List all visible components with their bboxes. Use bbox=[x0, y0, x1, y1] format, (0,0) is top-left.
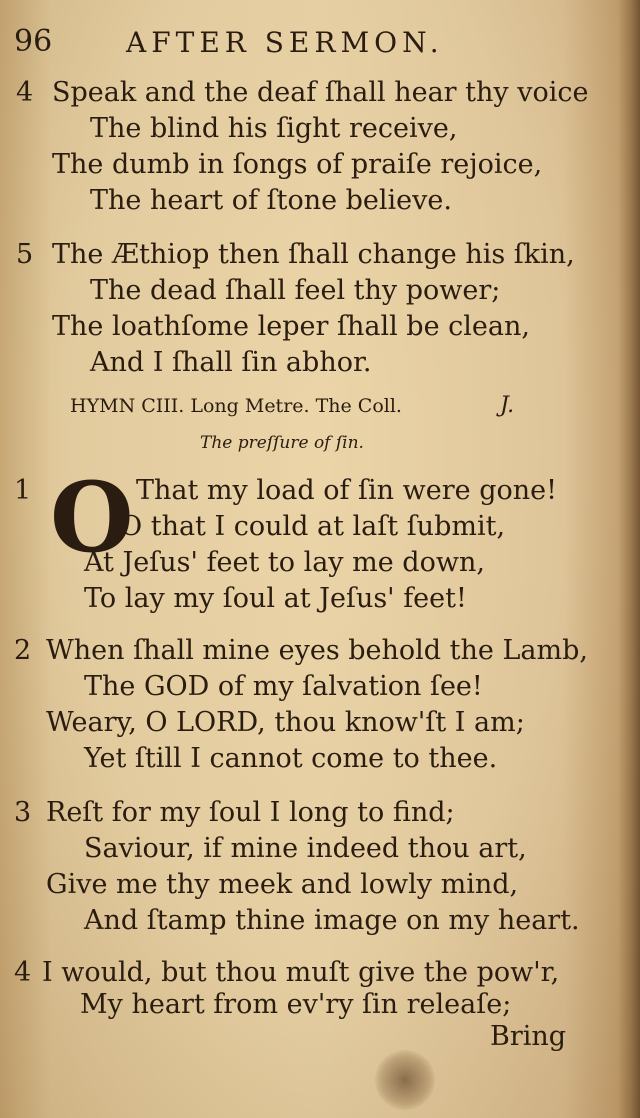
hymn-subtitle: The preſſure of ſin. bbox=[200, 433, 364, 453]
verse-number: 5 bbox=[16, 239, 34, 270]
verse-line: Reſt for my ſoul I long to find; bbox=[46, 797, 455, 828]
hymn-heading bbox=[70, 395, 540, 425]
verse-line: Saviour, if mine indeed thou art, bbox=[84, 833, 527, 864]
page-edge-shadow bbox=[618, 0, 640, 1118]
verse-line: The GOD of my ſalvation ſee! bbox=[84, 671, 483, 702]
verse-line: And ſtamp thine image on my heart. bbox=[84, 905, 580, 936]
verse-line: O that I could at laſt ſubmit, bbox=[120, 511, 506, 542]
verse-number: 4 bbox=[14, 957, 32, 988]
verse-line: Give me thy meek and lowly mind, bbox=[46, 869, 519, 900]
verse-number: 3 bbox=[14, 797, 32, 828]
verse-line: Weary, O LORD, thou know'ſt I am; bbox=[46, 707, 525, 738]
verse-number: 1 bbox=[14, 475, 32, 506]
page-header bbox=[14, 24, 620, 64]
verse-line: The blind his ſight receive, bbox=[90, 113, 458, 144]
catchword: Bring bbox=[490, 1021, 567, 1052]
verse-line: The dead ſhall feel thy power; bbox=[90, 275, 501, 306]
verse-line: The heart of ſtone believe. bbox=[90, 185, 452, 216]
verse-number: 4 bbox=[16, 77, 34, 108]
verse-line: That my load of ſin were gone! bbox=[136, 475, 557, 506]
verse-line: The loathſome leper ſhall be clean, bbox=[52, 311, 530, 342]
verse-number: 2 bbox=[14, 635, 32, 666]
verse-line: And I ſhall ſin abhor. bbox=[90, 347, 372, 378]
ink-stain bbox=[375, 1050, 435, 1110]
verse-line: Speak and the deaf ſhall hear thy voice bbox=[52, 77, 589, 108]
verse-line: At Jeſus' feet to lay me down, bbox=[84, 547, 485, 578]
verse-line: I would, but thou muſt give the pow'r, bbox=[42, 957, 560, 988]
verse-line: The Æthiop then ſhall change his ſkin, bbox=[52, 239, 575, 270]
hymn-author: J. bbox=[500, 393, 515, 418]
drop-cap: O bbox=[50, 461, 134, 574]
verse-line: To lay my ſoul at Jeſus' feet! bbox=[84, 583, 467, 614]
verse-line: Yet ſtill I cannot come to thee. bbox=[84, 743, 498, 774]
verse-line: When ſhall mine eyes behold the Lamb, bbox=[46, 635, 588, 666]
verse-line: The dumb in ſongs of praiſe rejoice, bbox=[52, 149, 543, 180]
running-title: AFTER SERMON. bbox=[126, 26, 444, 59]
page-number: 96 bbox=[14, 24, 53, 59]
hymn-title: HYMN CIII. Long Metre. The Coll. bbox=[70, 395, 402, 417]
verse-line: My heart from ev'ry ſin releaſe; bbox=[80, 989, 512, 1020]
